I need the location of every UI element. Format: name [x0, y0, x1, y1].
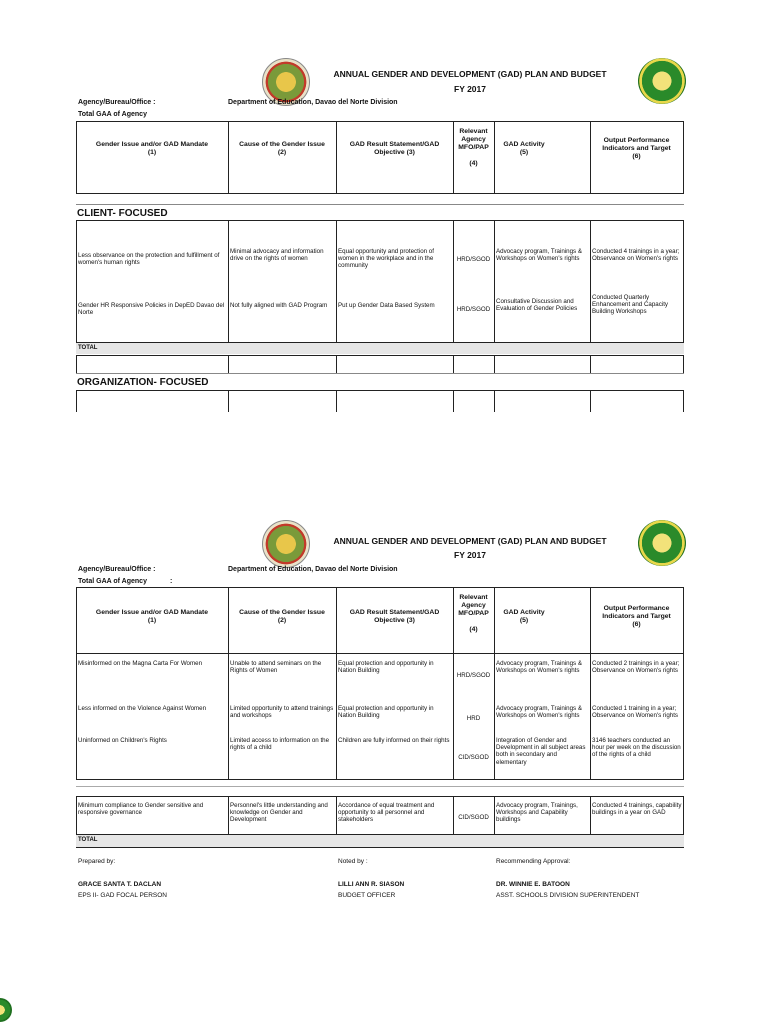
agency-value: Department of Education, Davao del Norte Division [228, 99, 398, 106]
recommending-approval-title: ASST. SCHOOLS DIVISION SUPERINTENDENT [496, 892, 640, 899]
deped-seal-left-2-icon [262, 520, 310, 568]
p2-row1-issue: Misinformed on the Magna Carta For Women [78, 660, 203, 667]
p1-row2-mfo: HRD/SGOD [456, 306, 491, 313]
p2-row3-activity: Integration of Gender and Development in all subject areas both in secondary and elementary [496, 737, 586, 766]
p2-row1-output: Conducted 2 trainings in a year; Observance on Women's rights [592, 660, 680, 675]
header-col4: Relevant Agency MFO/PAP (4) [458, 128, 489, 167]
organization-focused-heading: ORGANIZATION- FOCUSED [77, 377, 209, 388]
p1-total-bar [76, 343, 684, 354]
noted-by-label: Noted by : [338, 858, 368, 865]
p1-row2-cause: Not fully aligned with GAD Program [230, 302, 328, 309]
p2-row4-result: Accordance of equal treatment and opportunity to all personnel and stakeholders [338, 802, 435, 824]
p1-row1-result: Equal opportunity and protection of women in the workplace and in the community [338, 248, 434, 270]
p1-row1-output: Conducted 4 trainings in a year; Observance on Women's rights [592, 248, 680, 263]
total-gaa-label: Total GAA of Agency [78, 111, 147, 118]
p2-row2-result: Equal protection and opportunity in Nation Building [338, 705, 434, 720]
p2-row2-issue: Less informed on the Violence Against Women [78, 705, 207, 712]
client-focused-heading: CLIENT- FOCUSED [77, 208, 168, 219]
header2-col5: GAD Activity (5) [503, 609, 545, 624]
header2-col3: GAD Result Statement/GAD Objective (3) [349, 609, 440, 624]
p1-total-label: TOTAL [78, 345, 98, 351]
p1-row2-issue: Gender HR Responsive Policies in DepED Davao del Norte [78, 302, 225, 317]
total-gaa-label-2: Total GAA of Agency [78, 578, 147, 585]
p1-row2-result: Put up Gender Data Based System [338, 302, 435, 309]
noted-by-title: BUDGET OFFICER [338, 892, 396, 899]
p2-total-bar [76, 834, 684, 848]
p2-row2-activity: Advocacy program, Trainings & Workshops on Women's rights [496, 705, 582, 720]
p1-row1-mfo: HRD/SGOD [456, 256, 491, 263]
p2-row3-mfo: CID/SGOD [458, 754, 489, 761]
p1-row1-issue: Less observance on the protection and fulfillment of women's human rights [78, 252, 220, 267]
p2-row4-issue: Minimum compliance to Gender sensitive and responsive governance [78, 802, 204, 817]
davao-seal-right-icon [638, 58, 686, 104]
noted-by-name: LILLI ANN R. SIASON [338, 881, 405, 888]
p2-row1-activity: Advocacy program, Trainings & Workshops on Women's rights [496, 660, 582, 675]
p2-row4-cause: Personnel's little understanding and knowledge on Gender and Development [230, 802, 328, 824]
p1-row2-output: Conducted Quarterly Enhancement and Capacity Building Workshops [592, 294, 669, 316]
header-col5: GAD Activity (5) [503, 141, 545, 156]
prepared-by-name: GRACE SANTA T. DACLAN [78, 881, 162, 888]
p2-row3-output: 3146 teachers conducted an hour per week on the discussion of the rights of a child [592, 737, 681, 759]
p1-row1-cause: Minimal advocacy and information drive on the rights of women [230, 248, 324, 263]
header2-col2: Cause of the Gender Issue (2) [239, 609, 325, 624]
p2-row1-result: Equal protection and opportunity in Nation Building [338, 660, 434, 675]
p2-row3-cause: Limited access to information on the rights of a child [230, 737, 330, 752]
p2-row3-issue: Uninformed on Children's Rights [78, 737, 167, 744]
agency-value-2: Department of Education, Davao del Norte Division [228, 566, 398, 573]
page-title-2: ANNUAL GENDER AND DEVELOPMENT (GAD) PLAN AND BUDGET [333, 536, 607, 546]
p2-row2-mfo: HRD [466, 715, 481, 722]
p2-row2-output: Conducted 1 training in a year; Observance on Women's rights [592, 705, 679, 720]
page-title: ANNUAL GENDER AND DEVELOPMENT (GAD) PLAN AND BUDGET [333, 69, 607, 79]
fiscal-year: FY 2017 [454, 84, 486, 94]
p2-row1-cause: Unable to attend seminars on the Rights of Women [230, 660, 322, 675]
p2-row4-mfo: CID/SGOD [458, 814, 489, 821]
agency-label-2: Agency/Bureau/Office : [78, 566, 156, 573]
header2-col6: Output Performance Indicators and Target (6) [602, 605, 671, 628]
p2-row4-output: Conducted 4 trainings, capability buildings in a year on GAD [592, 802, 682, 817]
partial-seal-icon [0, 998, 12, 1022]
p2-row3-result: Children are fully informed on their rights [338, 737, 450, 744]
total-gaa-colon-2: : [170, 578, 173, 585]
header2-col4: Relevant Agency MFO/PAP (4) [458, 594, 489, 633]
p2-total-label: TOTAL [78, 837, 98, 843]
p2-row1-mfo: HRD/SGOD [456, 672, 491, 679]
header-col2: Cause of the Gender Issue (2) [239, 141, 325, 156]
agency-label: Agency/Bureau/Office : [78, 99, 156, 106]
p1-row1-activity: Advocacy program, Trainings & Workshops on Women's rights [496, 248, 582, 263]
header-col3: GAD Result Statement/GAD Objective (3) [349, 141, 440, 156]
p2-row4-activity: Advocacy program, Trainings, Workshops and Capability buildings [496, 802, 578, 824]
fiscal-year-2: FY 2017 [454, 550, 486, 560]
header-col6: Output Performance Indicators and Target (6) [602, 137, 671, 160]
p1-row2-activity: Consultative Discussion and Evaluation of Gender Policies [496, 298, 578, 313]
davao-seal-right-2-icon [638, 520, 686, 566]
header-col1: Gender Issue and/or GAD Mandate (1) [95, 141, 209, 156]
prepared-by-title: EPS II- GAD FOCAL PERSON [78, 892, 167, 899]
header2-col1: Gender Issue and/or GAD Mandate (1) [95, 609, 209, 624]
prepared-by-label: Prepared by: [78, 858, 116, 865]
recommending-approval-label: Recommending Approval: [496, 858, 571, 865]
recommending-approval-name: DR. WINNIE E. BATOON [496, 881, 570, 888]
p2-row2-cause: Limited opportunity to attend trainings and workshops [230, 705, 334, 720]
